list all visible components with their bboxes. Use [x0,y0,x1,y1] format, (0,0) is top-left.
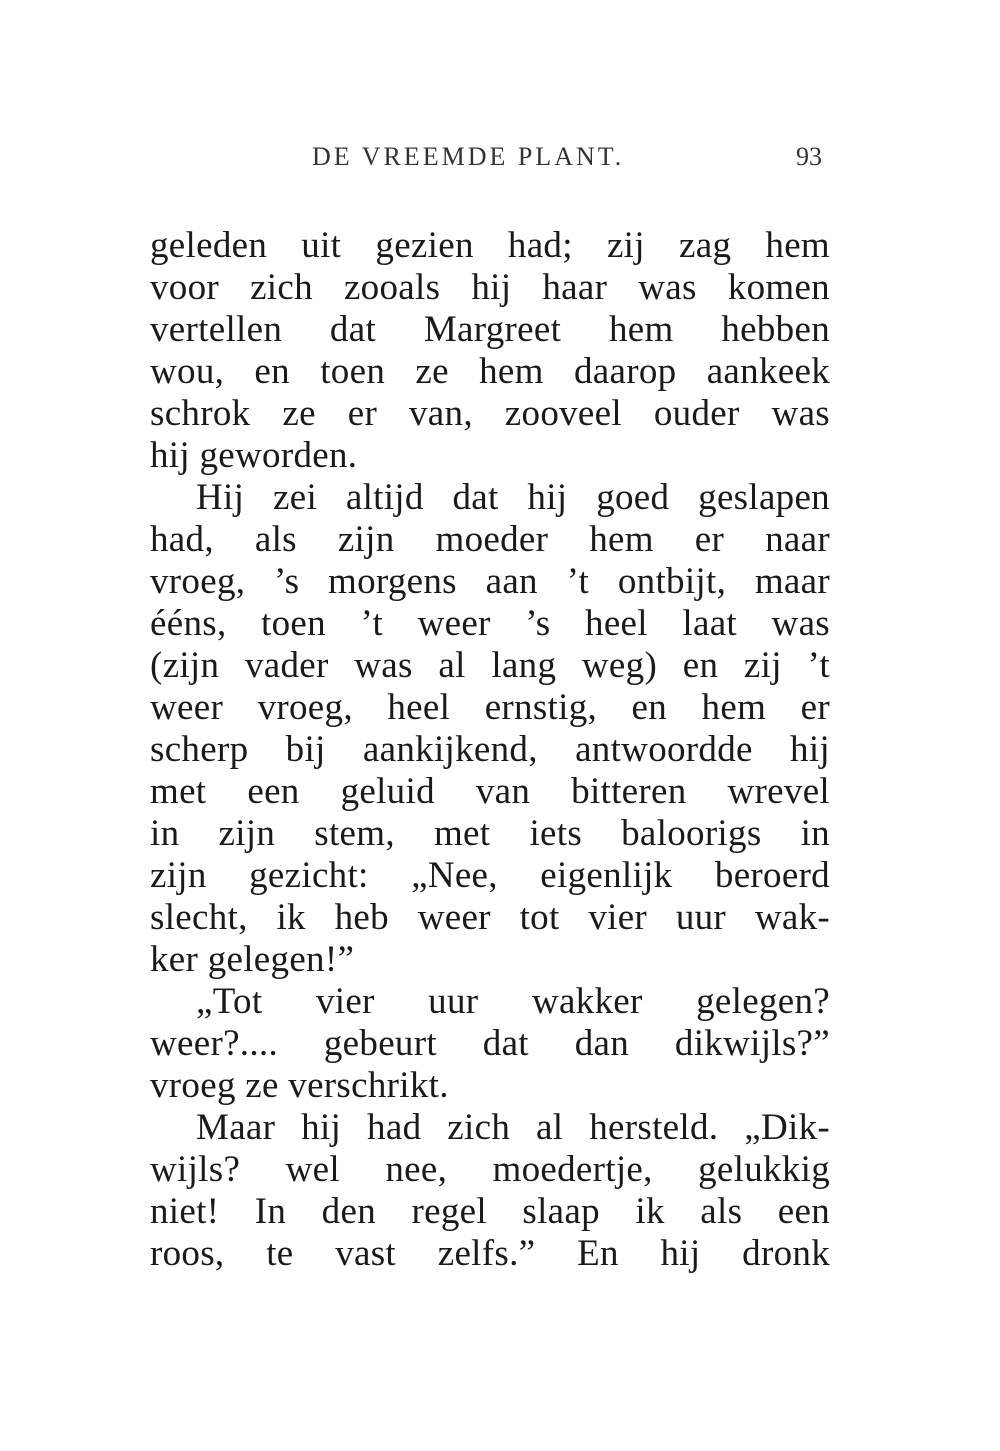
text-line: wijls? wel nee, moedertje, gelukkig [150,1149,830,1190]
text-line: niet! In den regel slaap ik als een [150,1191,830,1232]
text-line: vroeg, ’s morgens aan ’t ontbijt, maar [150,561,830,602]
running-title: DE VREEMDE PLANT. [312,142,625,171]
text-line: voor zich zooals hij haar was komen [150,267,830,308]
text-line: wou, en toen ze hem daarop aankeek [150,351,830,392]
text-line: vertellen dat Margreet hem hebben [150,309,830,350]
text-line: roos, te vast zelfs.” En hij dronk [150,1233,830,1274]
text-line: schrok ze er van, zooveel ouder was [150,393,830,434]
body-text [150,225,830,1275]
text-line: ker gelegen!” [150,939,355,980]
text-line: Hij zei altijd dat hij goed geslapen [196,477,830,518]
text-line: hij geworden. [150,435,358,476]
text-line: weer vroeg, heel ernstig, en hem er [150,687,830,728]
text-line: ééns, toen ’t weer ’s heel laat was [150,603,830,644]
text-line: slecht, ik heb weer tot vier uur wak- [150,897,830,938]
text-line: in zijn stem, met iets baloorigs in [150,813,830,854]
text-line: vroeg ze verschrikt. [150,1065,449,1106]
text-line: zijn gezicht: „Nee, eigenlijk beroerd [150,855,830,896]
page-number: 93 [796,142,822,171]
text-line: scherp bij aankijkend, antwoordde hij [150,729,830,770]
text-line: geleden uit gezien had; zij zag hem [150,225,830,266]
text-line: weer?.... gebeurt dat dan dikwijls?” [150,1023,830,1064]
text-line: had, als zijn moeder hem er naar [150,519,830,560]
text-line: (zijn vader was al lang weg) en zij ’t [150,645,830,686]
running-head [150,142,822,182]
text-line: „Tot vier uur wakker gelegen? [196,981,830,1022]
text-line: met een geluid van bitteren wrevel [150,771,830,812]
text-line: Maar hij had zich al hersteld. „Dik- [196,1107,830,1148]
